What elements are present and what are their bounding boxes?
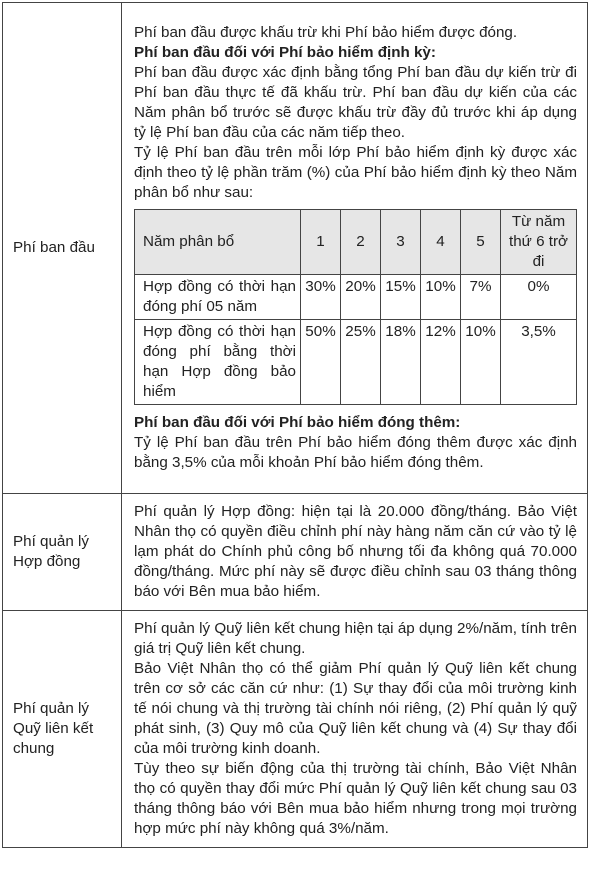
table-cell: 3,5% bbox=[501, 320, 577, 405]
row-label: Phí ban đầu bbox=[3, 3, 122, 494]
row-label: Phí quản lý Hợp đồng bbox=[3, 494, 122, 611]
paragraph: Tỷ lệ Phí ban đầu trên mỗi lớp Phí bảo hiểm định kỳ được xác định theo tỷ lệ phần trăm (%) của Phí bảo hiểm định kỳ theo Năm phân bổ như sau: bbox=[134, 144, 577, 201]
table-cell: 20% bbox=[341, 275, 381, 320]
row-label: Phí quản lý Quỹ liên kết chung bbox=[3, 611, 122, 848]
header-cell: 2 bbox=[341, 210, 381, 275]
paragraph: Phí ban đầu được xác định bằng tổng Phí ban đầu dự kiến trừ đi Phí ban đầu thực tế đã khấu trừ. Phí ban đầu dự kiến của các Năm phân bổ trước sẽ được khấu trừ đầy đủ trước khi áp dụng tỷ lệ Phí ban đầu của các năm tiếp theo. bbox=[134, 64, 577, 141]
paragraph: Bảo Việt Nhân thọ có thể giảm Phí quản lý Quỹ liên kết chung trên cơ sở các căn cứ như: (1) Sự thay đổi của môi trường kinh tế nói chung và thị trường tài chính nói riêng, (2) Phí quản lý quỹ phát sinh, (3) Quy mô của Quỹ liên kết chung và (4) Sự thay đổi của môi trường kinh doanh. bbox=[134, 660, 577, 757]
document-page bbox=[0, 2, 593, 872]
table-cell: Hợp đồng có thời hạn đóng phí bằng thời hạn Hợp đồng bảo hiểm bbox=[135, 320, 301, 405]
section-heading: Phí ban đầu đối với Phí bảo hiểm đóng thêm: bbox=[134, 414, 461, 431]
header-cell: Năm phân bổ bbox=[135, 210, 301, 275]
table-cell: 10% bbox=[421, 275, 461, 320]
table-cell: 18% bbox=[381, 320, 421, 405]
paragraph: Phí ban đầu được khấu trừ khi Phí bảo hiểm được đóng. bbox=[134, 24, 518, 41]
table-row bbox=[135, 320, 577, 405]
row-contract-management-fee bbox=[3, 494, 588, 611]
header-cell: 4 bbox=[421, 210, 461, 275]
table-cell: 7% bbox=[461, 275, 501, 320]
header-cell: 1 bbox=[301, 210, 341, 275]
table-row bbox=[135, 275, 577, 320]
section-heading: Phí ban đầu đối với Phí bảo hiểm định kỳ: bbox=[134, 44, 436, 61]
row-initial-fee bbox=[3, 3, 588, 494]
table-cell: 12% bbox=[421, 320, 461, 405]
rate-table bbox=[134, 209, 577, 405]
table-cell: 30% bbox=[301, 275, 341, 320]
table-cell: 0% bbox=[501, 275, 577, 320]
table-cell: 50% bbox=[301, 320, 341, 405]
header-cell: 3 bbox=[381, 210, 421, 275]
paragraph: Tỷ lệ Phí ban đầu trên Phí bảo hiểm đóng thêm được xác định bằng 3,5% của mỗi khoản Phí bảo hiểm đóng thêm. bbox=[134, 434, 577, 471]
row-fund-management-fee bbox=[3, 611, 588, 848]
row-content bbox=[122, 611, 588, 848]
header-cell: Từ năm thứ 6 trở đi bbox=[501, 210, 577, 275]
paragraph: Phí quản lý Quỹ liên kết chung hiện tại áp dụng 2%/năm, tính trên giá trị Quỹ liên kết chung. bbox=[134, 620, 577, 657]
table-cell: 10% bbox=[461, 320, 501, 405]
paragraph: Phí quản lý Hợp đồng: hiện tại là 20.000 đồng/tháng. Bảo Việt Nhân thọ có quyền điều chỉnh phí này hàng năm căn cứ vào tỷ lệ lạm phát do Chính phủ công bố nhưng tối đa không quá 70.000 đồng/tháng. Mức phí này sẽ được điều chỉnh sau 03 tháng thông báo với Bên mua bảo hiểm. bbox=[134, 503, 577, 600]
table-cell: Hợp đồng có thời hạn đóng phí 05 năm bbox=[135, 275, 301, 320]
table-cell: 25% bbox=[341, 320, 381, 405]
rate-table-header bbox=[135, 210, 577, 275]
paragraph: Tùy theo sự biến động của thị trường tài chính, Bảo Việt Nhân thọ có quyền thay đổi mức Phí quản lý Quỹ liên kết chung sau 03 tháng thông báo với Bên mua bảo hiểm nhưng trong mọi trường hợp mức phí này không quá 3%/năm. bbox=[134, 760, 577, 837]
row-content bbox=[122, 494, 588, 611]
header-cell: 5 bbox=[461, 210, 501, 275]
row-content bbox=[122, 3, 588, 494]
table-cell: 15% bbox=[381, 275, 421, 320]
fee-table bbox=[2, 2, 588, 848]
